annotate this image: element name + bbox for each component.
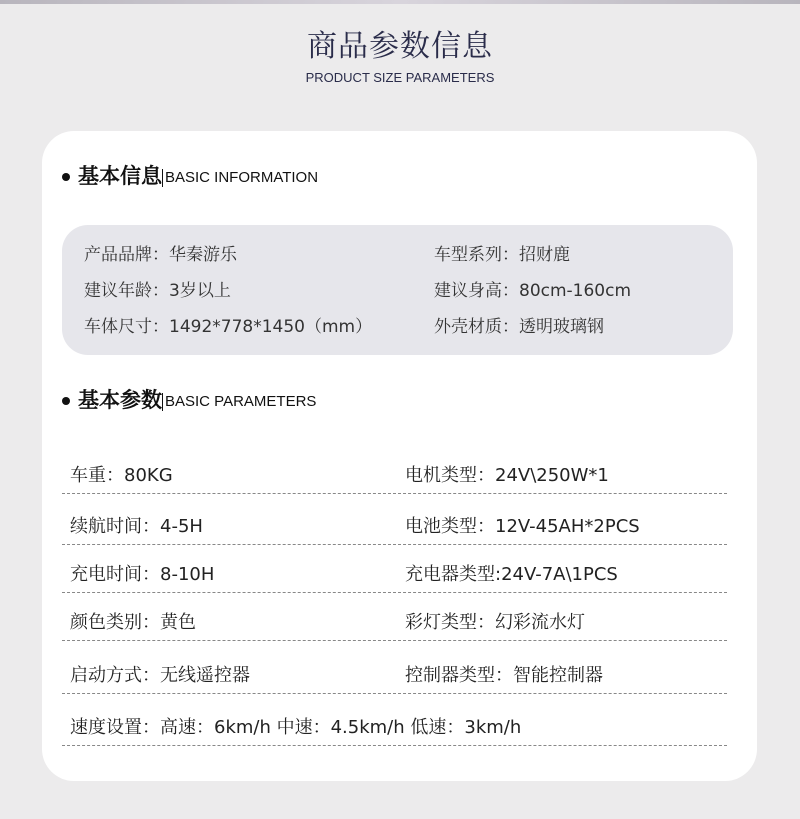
bullet-icon [62, 173, 70, 181]
param-left: 充电时间：8-10H [70, 564, 215, 585]
info-brand: 产品品牌：华秦游乐 [84, 245, 237, 265]
param-row [62, 553, 727, 593]
section-title-en: BASIC INFORMATION [162, 169, 318, 187]
info-age: 建议年龄：3岁以上 [84, 281, 231, 301]
section-title-en: BASIC PARAMETERS [162, 393, 316, 411]
param-right: 电机类型：24V\250W*1 [405, 465, 609, 486]
param-left: 启动方式：无线遥控器 [70, 665, 250, 686]
page-title: 商品参数信息 [307, 29, 493, 64]
info-material: 外壳材质：透明玻璃钢 [434, 317, 604, 337]
param-right: 彩灯类型：幻彩流水灯 [405, 612, 585, 633]
param-left: 速度设置：高速：6km/h 中速：4.5km/h 低速：3km/h [70, 717, 522, 738]
info-size: 车体尺寸：1492*778*1450（mm） [84, 317, 373, 337]
param-left: 车重：80KG [70, 465, 173, 486]
param-left: 颜色类别：黄色 [70, 612, 196, 633]
basic-info-box [62, 225, 733, 355]
section-title-cn: 基本参数 [78, 388, 162, 412]
top-banner-edge [0, 0, 800, 4]
param-row [62, 505, 727, 545]
section-basic-info-heading [62, 163, 318, 189]
info-height: 建议身高：80cm-160cm [434, 281, 632, 301]
param-row [62, 454, 727, 494]
bullet-icon [62, 397, 70, 405]
page-subtitle: PRODUCT SIZE PARAMETERS [305, 70, 495, 85]
info-series: 车型系列：招财鹿 [434, 245, 570, 265]
parameters-card [42, 131, 757, 781]
param-left: 续航时间：4-5H [70, 516, 203, 537]
section-basic-params-heading [62, 387, 316, 413]
param-right: 控制器类型：智能控制器 [405, 665, 603, 686]
param-row [62, 654, 727, 694]
param-row [62, 706, 727, 746]
param-row [62, 601, 727, 641]
param-right: 电池类型：12V-45AH*2PCS [405, 516, 640, 537]
param-right: 充电器类型:24V-7A\1PCS [405, 564, 618, 585]
section-title-cn: 基本信息 [78, 164, 162, 188]
